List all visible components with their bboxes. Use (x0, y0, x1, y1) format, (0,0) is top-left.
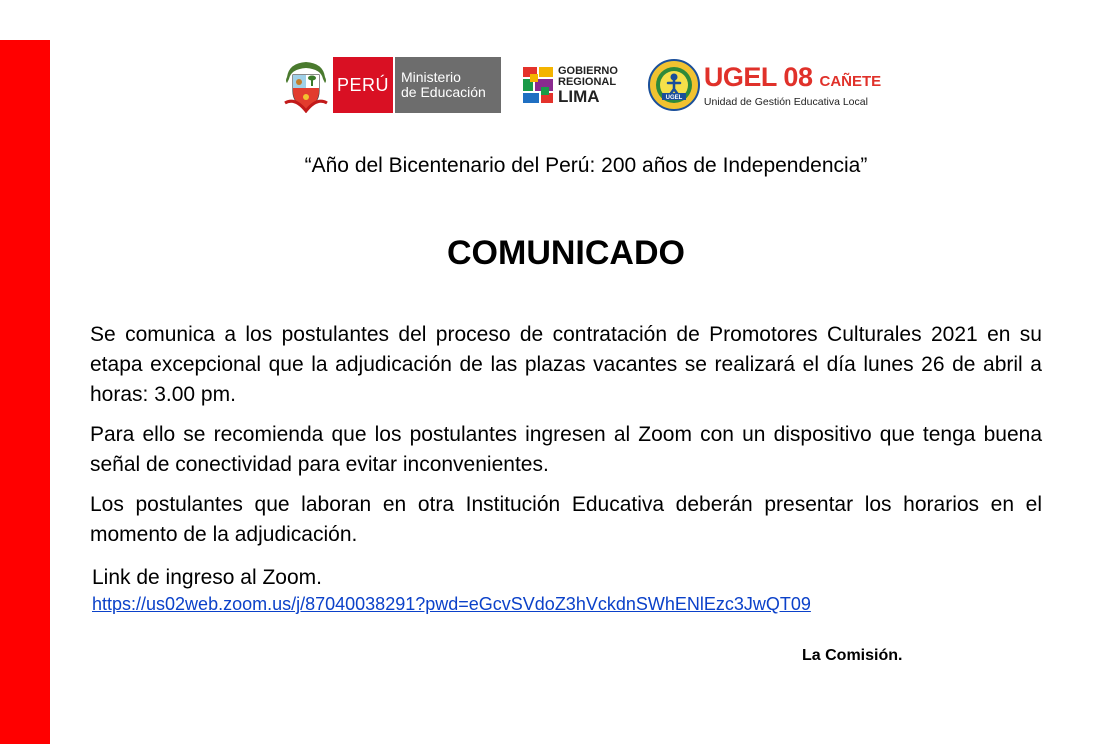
minedu-logo (283, 57, 501, 113)
gob-line-2: REGIONAL (558, 75, 617, 88)
gob-line-1: GOBIERNO (558, 64, 618, 77)
zoom-link[interactable]: https://us02web.zoom.us/j/87040038291?pwd=eGcvSVdoZ3hVckdnSWhENlEzc3JwQT09 (92, 594, 811, 614)
ugel-text (704, 63, 881, 108)
gobierno-regional-logo (521, 65, 618, 105)
year-motto: “Año del Bicentenario del Perú: 200 años de Independencia” (304, 154, 868, 177)
svg-text:UGEL: UGEL (665, 95, 683, 101)
ugel-seal-icon (648, 59, 700, 111)
document-title: COMUNICADO (447, 234, 685, 272)
signature: La Comisión. (802, 647, 903, 664)
gobierno-regional-mark-icon (521, 65, 555, 105)
ugel-name-text: UGEL 08 (703, 61, 813, 92)
zoom-link-label: Link de ingreso al Zoom. (92, 566, 322, 589)
minedu-line-1: Ministerio (401, 69, 461, 85)
gobierno-regional-text (558, 66, 618, 105)
paragraph-3: Los postulantes que laboran en otra Institución Educativa deberán presentar los horarios en el momento de la adjudicación. (90, 493, 1042, 546)
ugel-subtitle: Unidad de Gestión Educativa Local (703, 95, 868, 108)
paragraph-1: Se comunica a los postulantes del proceso de contratación de Promotores Culturales 2021 en su etapa excepcional que la adjudicación de las plazas vacantes se realizará el día lunes 26 de abril a horas: 3.00 pm. (90, 323, 1042, 406)
ugel-name (704, 63, 881, 96)
coat-of-arms-icon (283, 57, 329, 113)
minedu-label-box (393, 57, 501, 113)
document-body (90, 320, 1042, 560)
red-side-bar (0, 40, 50, 744)
ugel-place: CAÑETE (819, 72, 882, 90)
peru-label: PERÚ (336, 74, 389, 95)
minedu-line-2: de Educación (401, 84, 486, 100)
header-logos (283, 56, 881, 114)
peru-label-box (333, 57, 393, 113)
ugel-logo (648, 59, 881, 111)
paragraph-2: Para ello se recomienda que los postulantes ingresen al Zoom con un dispositivo que tenga buena señal de conectividad para evitar inconvenientes. (90, 423, 1042, 476)
gob-line-3: LIMA (558, 86, 600, 106)
